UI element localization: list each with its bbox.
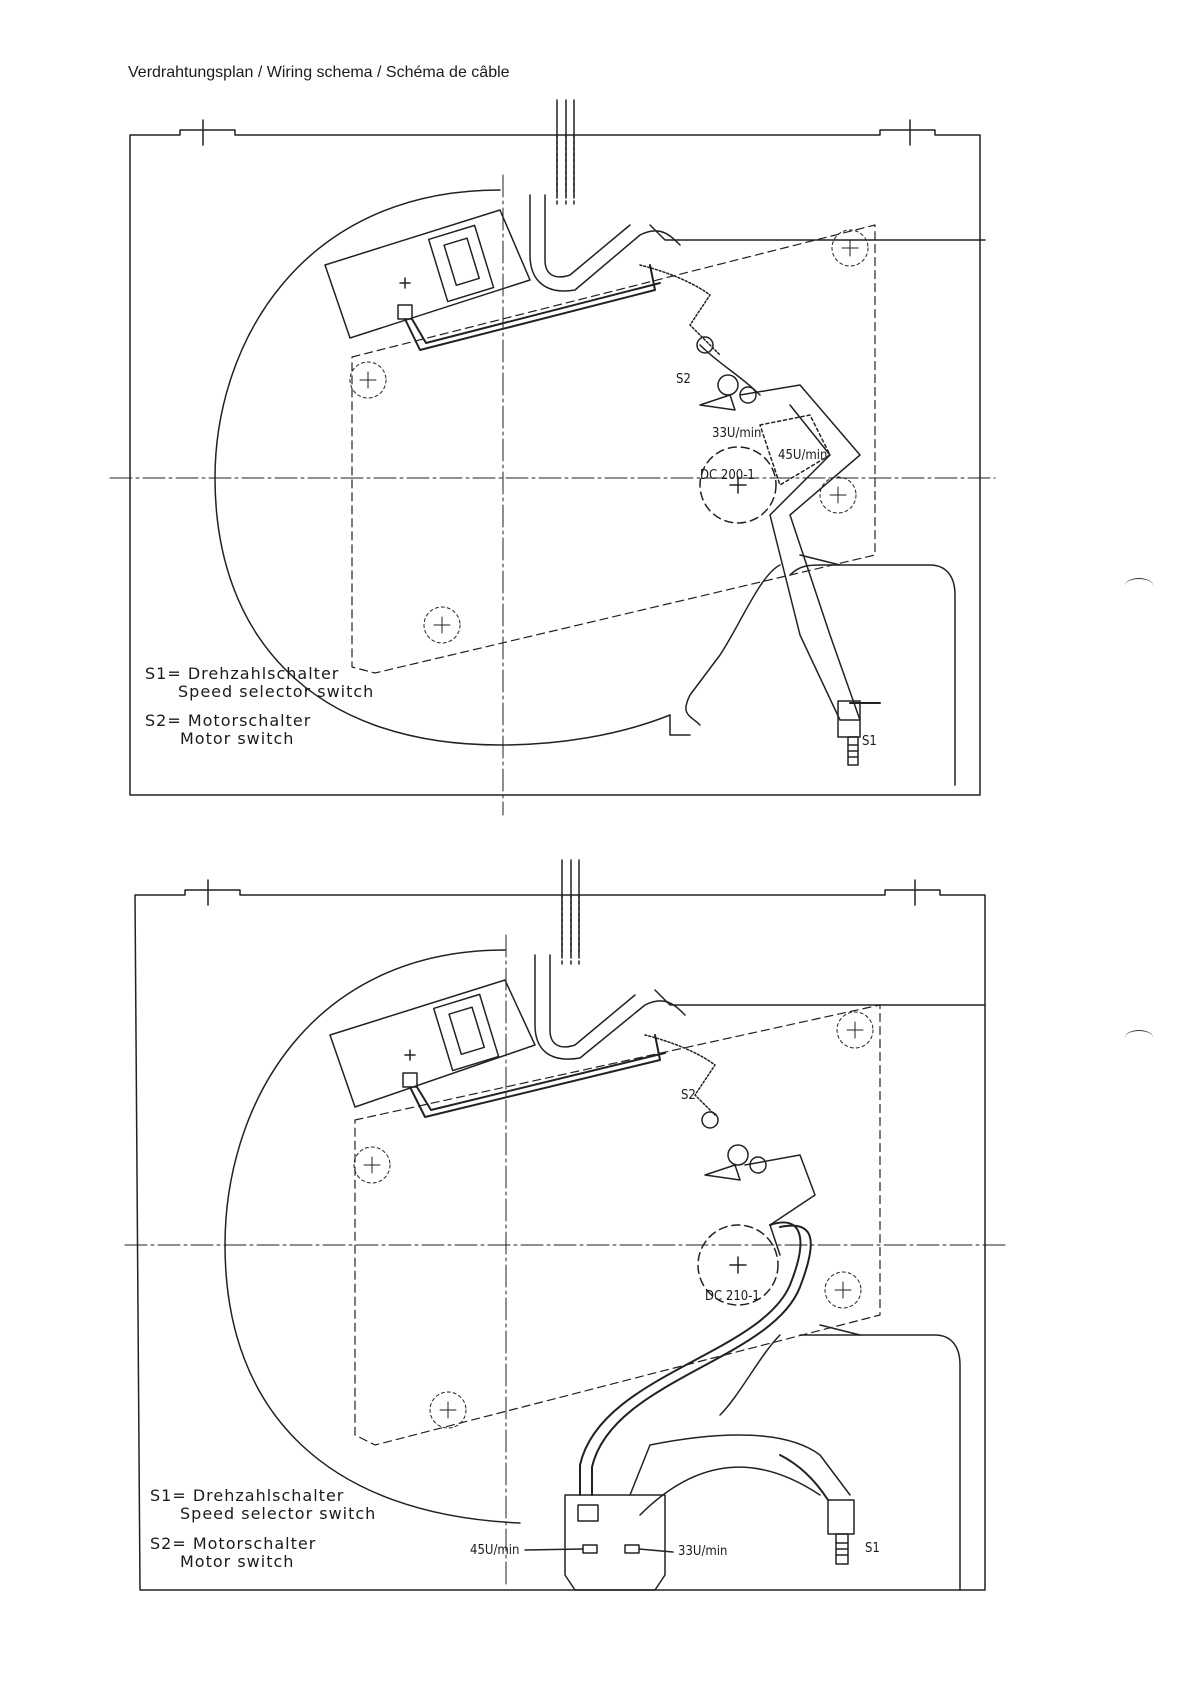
tonearm-box — [330, 980, 535, 1107]
edge-scan-mark — [1125, 578, 1153, 593]
legend-s1-en: Speed selector switch — [178, 682, 375, 701]
edge-scan-mark — [1125, 1030, 1153, 1045]
wiring-drawing-top — [0, 95, 1191, 855]
wiring-diagram-top — [0, 95, 1191, 855]
s1-label: S1 — [865, 1541, 880, 1556]
motor-label: DC 210-1 — [705, 1289, 760, 1304]
speed-33-label: 33U/min — [712, 426, 762, 441]
legend-s1-en: Speed selector switch — [180, 1504, 377, 1523]
speed-45-label: 45U/min — [470, 1543, 520, 1558]
page-title: Verdrahtungsplan / Wiring schema / Schéma de câble — [128, 64, 510, 81]
legend-s1-de: S1= Drehzahlschalter — [150, 1486, 345, 1505]
platter-outline — [225, 950, 520, 1523]
s1-switch — [828, 1500, 854, 1564]
platter-outline — [215, 190, 670, 745]
mounting-screw — [354, 1012, 873, 1428]
legend-s2-en: Motor switch — [180, 729, 295, 748]
legend-s1-de: S1= Drehzahlschalter — [145, 664, 340, 683]
s2-label: S2 — [676, 372, 691, 387]
motor-label: DC 200-1 — [700, 468, 755, 483]
chassis-outline — [135, 890, 985, 1590]
wiring-diagram-bottom — [0, 855, 1191, 1615]
legend-s2-de: S2= Motorschalter — [145, 711, 312, 730]
speed-33-label: 33U/min — [678, 1544, 728, 1559]
speed-selector-board — [565, 1495, 665, 1590]
legend-s2-de: S2= Motorschalter — [150, 1534, 317, 1553]
speed-45-label: 45U/min — [778, 448, 828, 463]
s1-label: S1 — [862, 734, 877, 749]
legend-s2-en: Motor switch — [180, 1552, 295, 1571]
tonearm-box — [325, 210, 530, 338]
s2-label: S2 — [681, 1088, 696, 1103]
